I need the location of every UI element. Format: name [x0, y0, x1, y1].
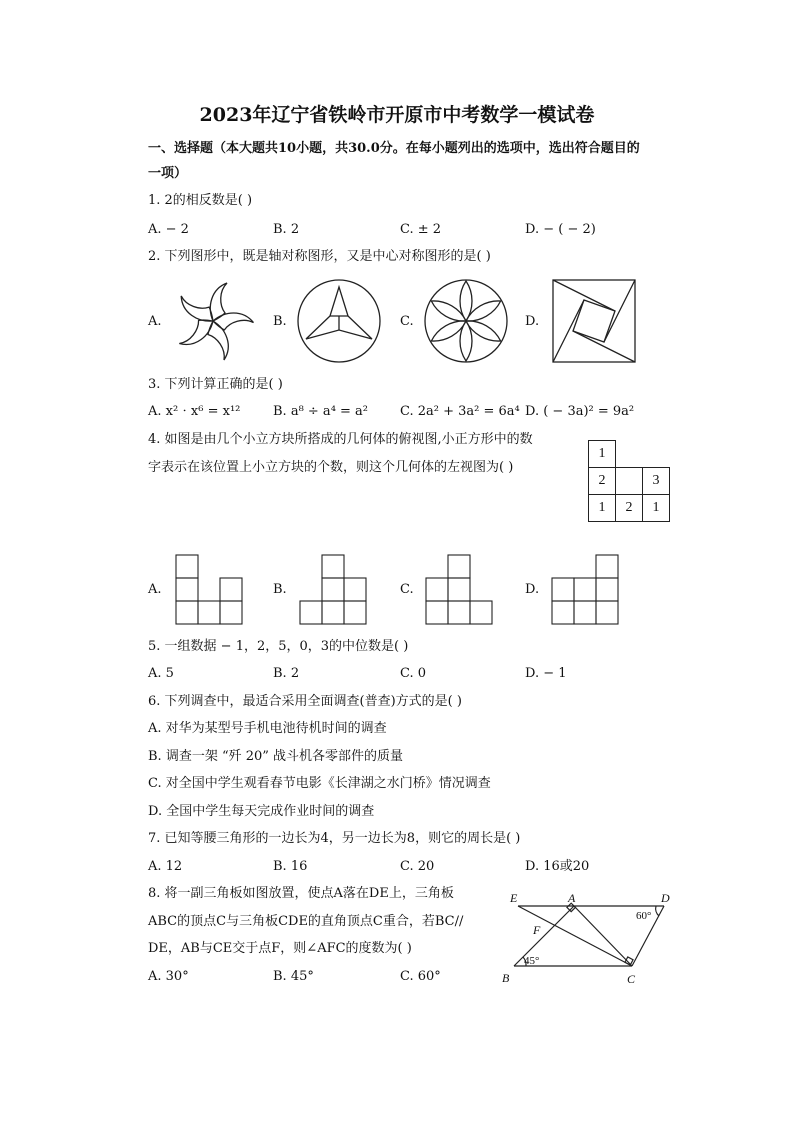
q4-option-b[interactable]: B. [273, 582, 287, 597]
q5-option-a[interactable]: A. 5 [148, 666, 174, 681]
q6-option-a[interactable]: A. 对华为某型号手机电池待机时间的调查 [148, 721, 387, 736]
q4-option-c[interactable]: C. [400, 582, 414, 597]
q3-option-c[interactable]: C. 2a² + 3a² = 6a⁴ [400, 404, 520, 419]
label-f: F [533, 923, 541, 937]
q5-option-d[interactable]: D. − 1 [525, 666, 567, 681]
q8-stem-line3: DE，AB与CE交于点F，则∠AFC的度数为( ) [148, 941, 412, 956]
q3-stem: 3. 下列计算正确的是( ) [148, 377, 283, 392]
q4-option-d[interactable]: D. [525, 582, 540, 597]
q2-option-d[interactable]: D. [525, 314, 540, 329]
q8-stem-line1: 8. 将一副三角板如图放置，使点A落在DE上，三角板 [148, 886, 454, 901]
label-a: A [568, 891, 576, 905]
q5-stem: 5. 一组数据 − 1，2，5，0，3的中位数是( ) [148, 639, 409, 654]
square-pinwheel-figure [551, 278, 637, 364]
grid-cell: 2 [589, 468, 616, 495]
grid-cell: 1 [589, 495, 616, 522]
left-view-d-figure [551, 554, 621, 626]
grid-cell: 1 [643, 495, 670, 522]
q7-option-d[interactable]: D. 16或20 [525, 859, 590, 874]
q7-option-a[interactable]: A. 12 [148, 859, 183, 874]
q8-option-a[interactable]: A. 30° [148, 969, 189, 984]
q2-stem: 2. 下列图形中，既是轴对称图形，又是中心对称图形的是( ) [148, 249, 491, 264]
label-e: E [510, 891, 518, 905]
q4-option-a[interactable]: A. [148, 582, 162, 597]
page-title: 2023年辽宁省铁岭市开原市中考数学一模试卷 [199, 104, 595, 126]
q4-stem-line1: 4. 如图是由几个小立方块所搭成的几何体的俯视图,小正方形中的数 [148, 432, 533, 447]
section-heading: 一、选择题（本大题共10小题，共30.0分。在每小题列出的选项中，选出符合题目的 [148, 141, 640, 156]
top-view-grid [588, 440, 670, 522]
grid-cell: 3 [643, 468, 670, 495]
q8-stem-line2: ABC的顶点C与三角板CDE的直角顶点C重合，若BC// [148, 914, 464, 929]
q1-option-a[interactable]: A. − 2 [148, 222, 189, 237]
label-d: D [661, 891, 670, 905]
q4-stem-line2: 字表示在该位置上小立方块的个数，则这个几何体的左视图为( ) [148, 460, 514, 475]
q1-option-b[interactable]: B. 2 [273, 222, 300, 237]
q7-option-c[interactable]: C. 20 [400, 859, 435, 874]
q8-option-c[interactable]: C. 60° [400, 969, 441, 984]
label-b: B [502, 971, 510, 985]
q6-option-d[interactable]: D. 全国中学生每天完成作业时间的调查 [148, 804, 375, 819]
q1-stem: 1. 2的相反数是( ) [148, 193, 253, 208]
circle-triangle-figure [296, 278, 382, 364]
q6-option-b[interactable]: B. 调查一架 “歼 20” 战斗机各零部件的质量 [148, 749, 404, 764]
grid-cell: 1 [589, 441, 616, 468]
angle-45-label: 45° [524, 955, 540, 967]
q3-option-a[interactable]: A. x² ⋅ x⁶ = x¹² [148, 404, 241, 419]
q8-option-b[interactable]: B. 45° [273, 969, 314, 984]
left-view-c-figure [425, 554, 495, 626]
angle-60-label: 60° [636, 910, 652, 922]
grid-cell: 2 [616, 495, 643, 522]
triangle-set-figure [496, 888, 678, 988]
q2-option-a[interactable]: A. [148, 314, 162, 329]
pinwheel-figure [170, 278, 256, 364]
q6-option-c[interactable]: C. 对全国中学生观看春节电影《长津湖之水门桥》情况调查 [148, 776, 491, 791]
left-view-b-figure [299, 554, 369, 626]
section-heading-cont: 一项） [148, 166, 188, 181]
q2-option-b[interactable]: B. [273, 314, 287, 329]
q6-stem: 6. 下列调查中，最适合采用全面调查(普查)方式的是( ) [148, 694, 462, 709]
q5-option-c[interactable]: C. 0 [400, 666, 427, 681]
q2-option-c[interactable]: C. [400, 314, 414, 329]
left-view-a-figure [175, 554, 245, 626]
q1-option-d[interactable]: D. − ( − 2) [525, 222, 596, 237]
label-c: C [627, 972, 636, 986]
q1-option-c[interactable]: C. ± 2 [400, 222, 442, 237]
q7-stem: 7. 已知等腰三角形的一边长为4，另一边长为8，则它的周长是( ) [148, 831, 521, 846]
q3-option-d[interactable]: D. ( − 3a)² = 9a² [525, 404, 635, 419]
q7-option-b[interactable]: B. 16 [273, 859, 308, 874]
flower-figure [423, 278, 509, 364]
q3-option-b[interactable]: B. a⁸ ÷ a⁴ = a² [273, 404, 369, 419]
q5-option-b[interactable]: B. 2 [273, 666, 300, 681]
